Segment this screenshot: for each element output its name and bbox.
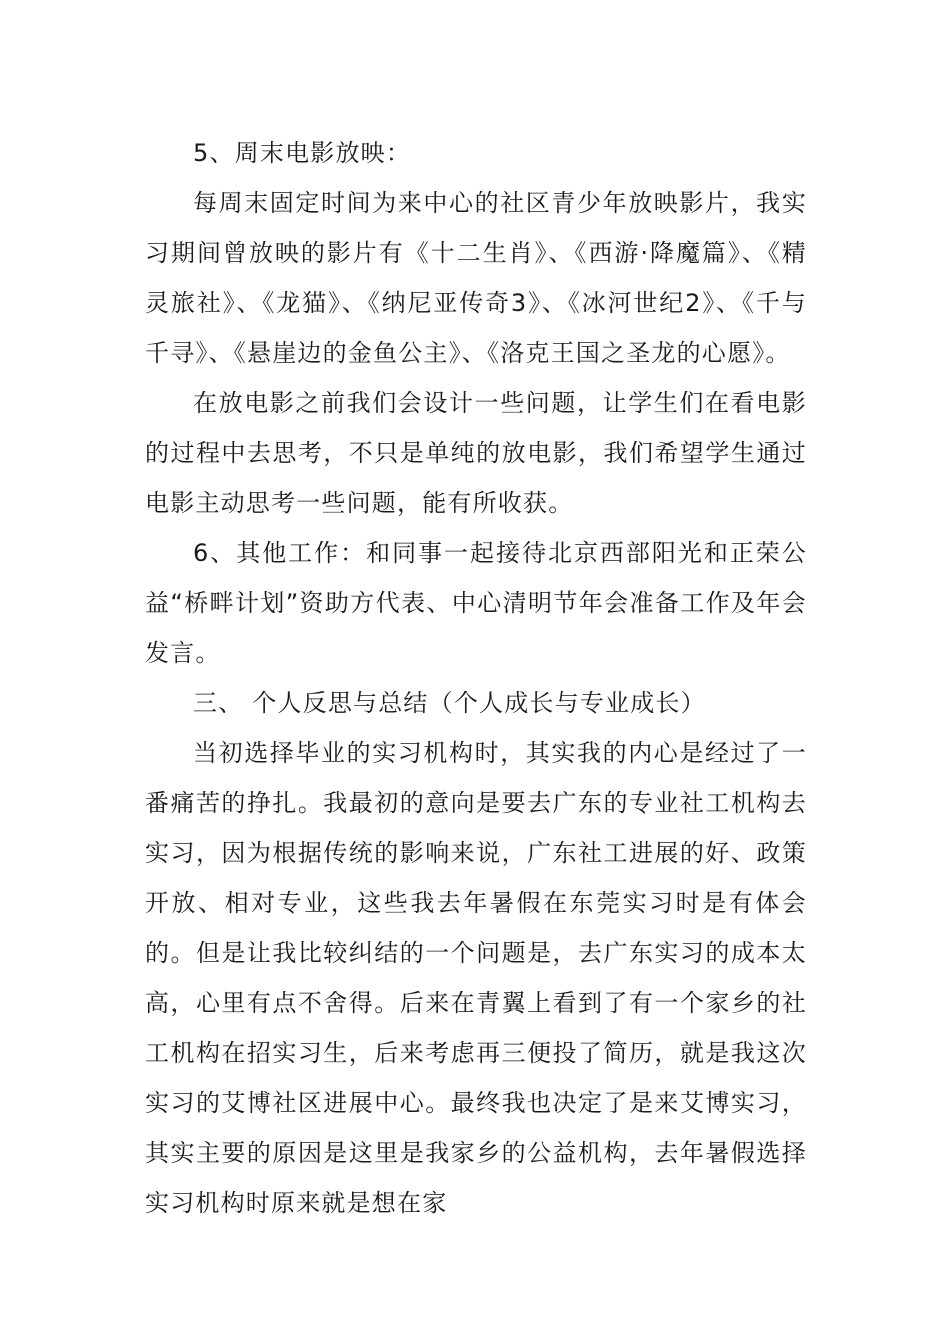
section-heading-reflection: 三、 个人反思与总结（个人成长与专业成长） — [193, 689, 706, 717]
section-heading-other-work: 6、其他工作：和同事一起接待北京西部阳光和正荣公益“桥畔计划”资助方代表、中心清明节年会准备工作及年会发言。 — [145, 539, 807, 667]
paragraph-reflection: 当初选择毕业的实习机构时，其实我的内心是经过了一番痛苦的挣扎。我最初的意向是要去广东的专业社工机构去实习，因为根据传统的影响来说，广东社工进展的好、政策开放、相对专业，这些我去年暑假在东莞实习时是有体会的。但是让我比较纠结的一个问题是，去广东实习的成本太高，心里有点不舍得。后来在青翼上看到了有一个家乡的社工机构在招实习生，后来考虑再三便投了简历，就是我这次实习的艾博社区进展中心。最终我也决定了是来艾博实习，其实主要的原因是这里是我家乡的公益机构，去年暑假选择实习机构时原来就是想在家 — [145, 739, 807, 1217]
document-body — [145, 128, 807, 1228]
section-heading-weekend-movies: 5、周末电影放映： — [193, 139, 412, 167]
paragraph-movie-list: 每周末固定时间为来中心的社区青少年放映影片，我实习期间曾放映的影片有《十二生肖》、《西游·降魔篇》、《精灵旅社》、《龙猫》、《纳尼亚传奇3》、《冰河世纪2》、《千与千寻》、《悬崖边的金鱼公主》、《洛克王国之圣龙的心愿》。 — [145, 189, 807, 367]
paragraph-movie-questions: 在放电影之前我们会设计一些问题，让学生们在看电影的过程中去思考，不只是单纯的放电影，我们希望学生通过电影主动思考一些问题，能有所收获。 — [145, 389, 807, 517]
